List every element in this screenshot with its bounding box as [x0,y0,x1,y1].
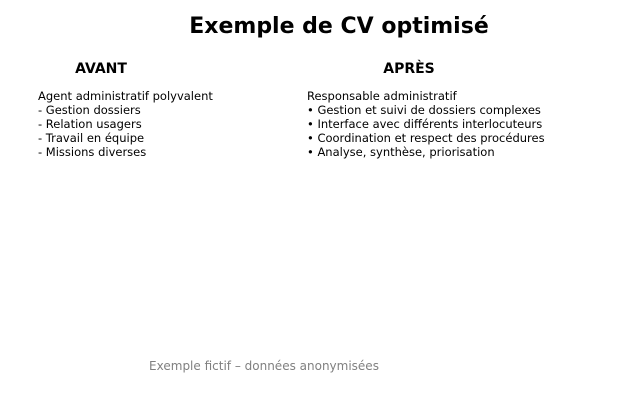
page-title: Exemple de CV optimisé [189,14,489,39]
column-header-after: APRÈS [383,61,435,77]
column-header-before: AVANT [75,61,127,77]
before-item: - Relation usagers [38,117,142,131]
before-item: - Missions diverses [38,145,147,159]
after-item: • Gestion et suivi de dossiers complexes [307,103,541,117]
before-role-line: Agent administratif polyvalent [38,89,213,103]
after-item: • Coordination et respect des procédures [307,131,545,145]
before-item: - Travail en équipe [38,131,145,145]
after-role-line: Responsable administratif [307,89,457,103]
column-body-before [38,89,213,159]
column-body-after [307,89,545,159]
after-item: • Analyse, synthèse, priorisation [307,145,495,159]
after-item: • Interface avec différents interlocuteurs [307,117,543,131]
footer-note: Exemple fictif – données anonymisées [149,359,379,373]
before-item: - Gestion dossiers [38,103,141,117]
